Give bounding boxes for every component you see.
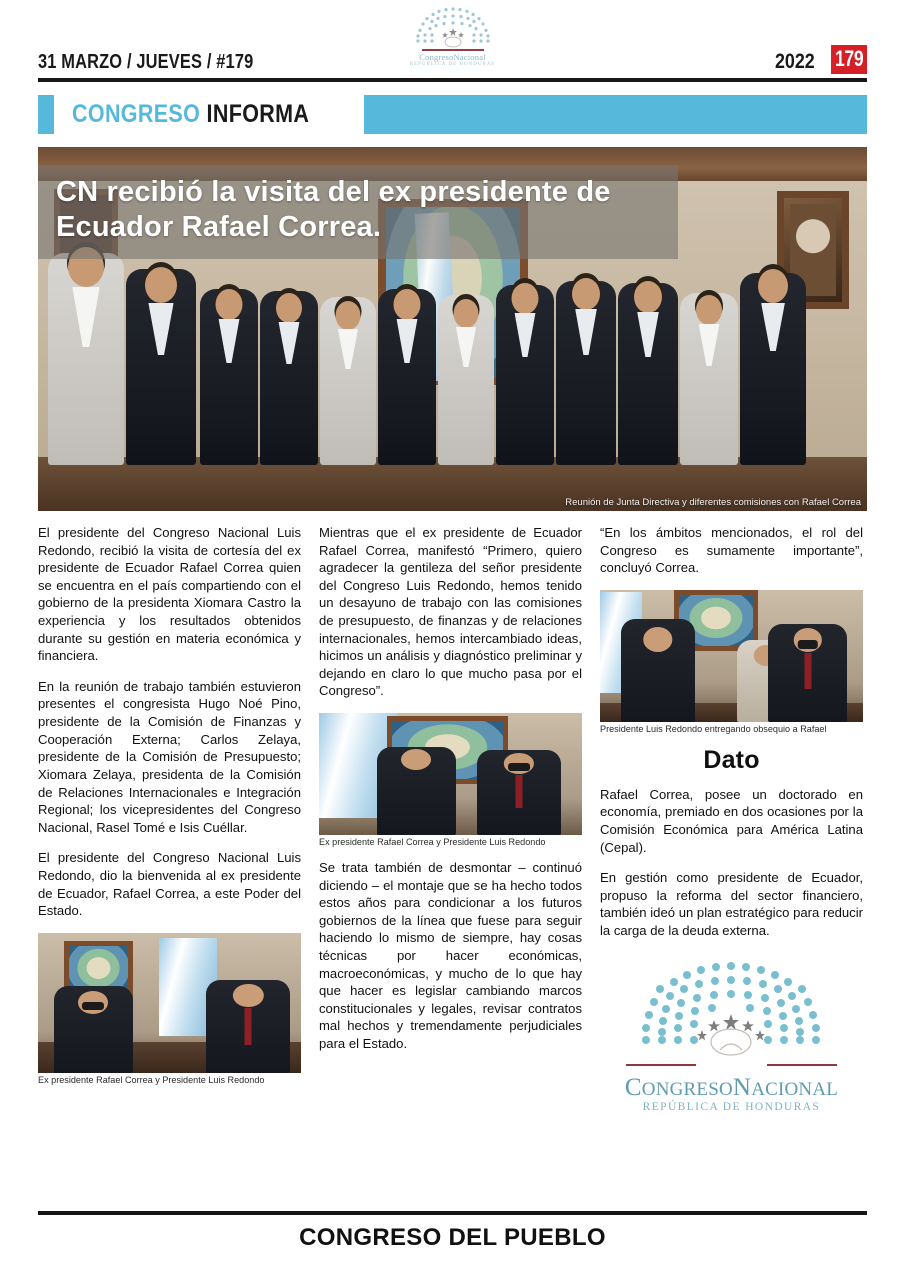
crest-fan-svg <box>405 4 501 48</box>
hero-headline: CN recibió la visita del ex presidente de Ecuador Rafael Correa. <box>56 176 611 244</box>
hero-title-overlay <box>38 165 678 259</box>
masthead-right <box>768 45 867 74</box>
banner-word-informa: INFORMA <box>206 100 310 128</box>
col3-paragraph-2: Rafael Correa, posee un doctorado en economía, premiado en dos ocasiones por la Comisión Económica para América Latina (Cepal). <box>600 786 863 855</box>
column-1 <box>38 524 301 1176</box>
banner-word-congreso: CONGRESO <box>72 100 201 128</box>
banner-fill-bar <box>364 95 867 134</box>
col2-paragraph-2: Se trata también de desmontar – continuó diciendo – el montaje que se ha hecho todos estos años para condicionar a los futuros gobiernos de la línea que fuese para seguir haciendo lo mismo de siempre, hay cosas técnicas por hacer económicas, macroeconómicas, y mucho de lo que hay que hacer es legislar cambiando marcos constitucionales y legales, revisar contratos mal hechos y tremendamente perjudiciales para el Estado. <box>319 860 582 1052</box>
masthead-divider <box>38 78 867 82</box>
col2-photo <box>319 713 582 835</box>
col1-photo <box>38 933 301 1073</box>
col3-photo <box>600 590 863 722</box>
column-2 <box>319 524 582 1176</box>
page-footer <box>38 1211 867 1252</box>
col1-paragraph-1: El presidente del Congreso Nacional Luis Redondo, recibió la visita de cortesía del ex presidente de Ecuador Rafael Correa quien se encuentra en el país compartiendo con el gobierno de la presidenta Xiomara Castro la experiencia y los resultados obtenidos durante su gestión en materia económica y financiera. <box>38 525 301 664</box>
masthead <box>38 0 867 78</box>
col3-photo-caption: Presidente Luis Redondo entregando obsequio a Rafael <box>600 723 827 734</box>
issue-year: 2022 <box>775 50 815 73</box>
footer-divider <box>38 1211 867 1215</box>
dato-heading: Dato <box>703 745 760 774</box>
congreso-nacional-logo <box>600 958 863 1113</box>
logo-title-n: N <box>732 1073 752 1101</box>
banner-accent-tab <box>38 95 54 134</box>
col1-paragraph-2: En la reunión de trabajo también estuvieron presentes el congresista Hugo Noé Pino, presidente de la Comisión de Finanzas y Cooperación Externa; Carlos Zelaya, presidente de la Comisión de Presupuesto; Xiomara Zelaya, presidenta de la Comisión de Relaciones Internacionales e Integración Regional; los vicepresidentes del Congreso Nacional, Rasel Tomé e Isis Cuéllar. <box>38 678 301 835</box>
logo-title-ongreso: ONGRESO <box>641 1078 733 1100</box>
article-columns <box>38 524 867 1176</box>
column-3 <box>600 524 863 1176</box>
crest-rule <box>422 49 484 51</box>
logo-fan-svg <box>624 958 839 1058</box>
masthead-crest-logo <box>399 4 507 67</box>
col3-paragraph-3: En gestión como presidente de Ecuador, propuso la reforma del sector financiero, también ideó un plan estratégico para reducir la carga de la deuda externa. <box>600 870 863 938</box>
col1-photo-caption: Ex presidente Rafael Correa y Presidente Luis Redondo <box>38 1074 265 1085</box>
crest-fan-icon <box>405 4 501 48</box>
footer-slogan: CONGRESO DEL PUEBLO <box>299 1224 606 1251</box>
col3-paragraph-1: “En los ámbitos mencionados, el rol del Congreso es sumamente importante”, concluyó Correa. <box>600 525 863 576</box>
banner-label <box>54 95 364 134</box>
logo-rules <box>624 1058 839 1072</box>
section-banner <box>38 95 867 134</box>
logo-title <box>600 1074 863 1102</box>
crest-name: CongresoNacional <box>419 51 486 62</box>
col2-paragraph-1: Mientras que el ex presidente de Ecuador Rafael Correa, manifestó “Primero, quiero agradecer la gentileza del señor presidente del Congreso Luis Redondo, hemos tenido un desayuno de trabajo con las comisiones de presupuesto, de finanzas y de relaciones internacionales, hemos intercambiado ideas, hicimos un análisis y diagnóstico preliminar y dejando en claro lo que mucho pasa por el Congreso”. <box>319 525 582 699</box>
logo-fan-icon <box>624 958 839 1058</box>
issue-number-badge: 179 <box>831 45 867 74</box>
col2-photo-caption: Ex presidente Rafael Correa y Presidente Luis Redondo <box>319 837 546 848</box>
logo-title-c: C <box>624 1073 642 1101</box>
hero-photo-caption: Reunión de Junta Directiva y diferentes comisiones con Rafael Correa <box>565 497 861 508</box>
logo-title-acional: ACIONAL <box>751 1078 839 1100</box>
issue-date: 31 MARZO / JUEVES / #179 <box>38 51 254 73</box>
crest-subtitle: REPÚBLICA DE HONDURAS <box>409 61 496 67</box>
logo-subtitle: REPÚBLICA DE HONDURAS <box>642 1100 821 1113</box>
hero-photo-block <box>38 147 867 511</box>
col1-paragraph-3: El presidente del Congreso Nacional Luis Redondo, dio la bienvenida al ex presidente de Ecuador, Rafael Correa, a este Poder del Estado. <box>38 850 301 919</box>
